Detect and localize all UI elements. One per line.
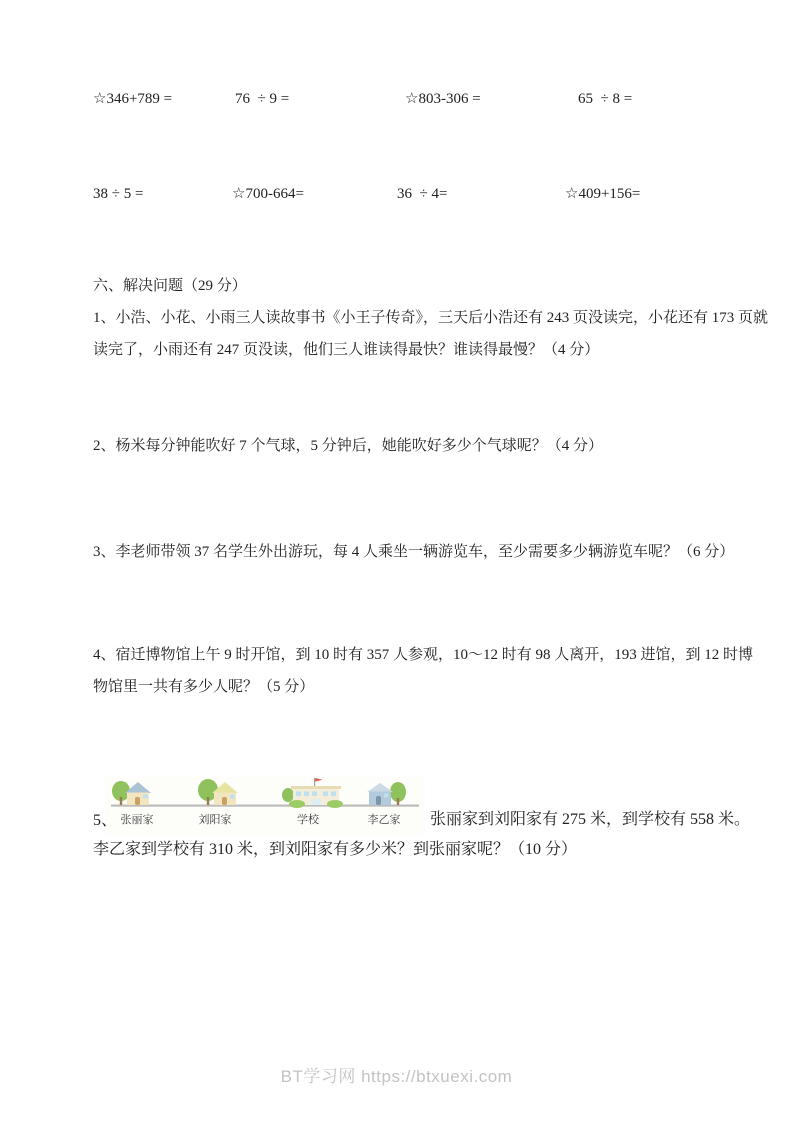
house-icon-liyi (367, 782, 406, 805)
window (296, 792, 301, 797)
arith-expression: ☆409+156= (565, 186, 641, 202)
window (304, 792, 309, 797)
window (312, 792, 317, 797)
school-icon (282, 778, 343, 808)
house-icon-liuyang (198, 779, 238, 805)
problem-2: 2、杨米每分钟能吹好 7 个气球，5 分钟后，她能吹好多少个气球呢？（4 分） (93, 438, 604, 454)
house-icon-zhangli (112, 781, 151, 805)
arith-expression: ☆803-306 = (405, 91, 481, 107)
problem-5-line-2: 李乙家到学校有 310 米，到刘阳家有多少米？到张丽家呢？（10 分） (93, 841, 578, 858)
tree-trunk (207, 797, 209, 805)
school-steps (311, 799, 321, 805)
problem-4-line-1: 4、宿迁博物馆上午 9 时开馆，到 10 时有 357 人参观，10～12 时有 98 人离开，193 进馆，到 12 时博 (93, 647, 754, 663)
problem-1-line-1: 1、小浩、小花、小雨三人读故事书《小王子传奇》，三天后小浩还有 243 页没读完，小花还有 173 页就 (93, 310, 769, 326)
window (230, 795, 235, 799)
illustration-label: 李乙家 (367, 814, 401, 826)
problem-5-number: 5、 (93, 812, 118, 829)
section-heading: 六、解决问题（29 分） (93, 278, 247, 294)
problem-5-line-1: 张丽家到刘阳家有 275 米，到学校有 558 米。 (430, 811, 751, 828)
window (331, 792, 336, 797)
arith-expression: 36 ÷ 4= (397, 186, 448, 202)
door (376, 796, 381, 805)
window (143, 795, 148, 799)
illustration-label: 刘阳家 (198, 814, 232, 826)
bush-icon (327, 800, 343, 808)
illustration-label: 学校 (297, 814, 319, 826)
arith-expression: 38 ÷ 5 = (93, 186, 144, 202)
illustration-label: 张丽家 (120, 814, 154, 826)
site-watermark: BT学习网 https://btxuexi.com (280, 1067, 513, 1086)
problem-3: 3、李老师带领 37 名学生外出游玩，每 4 人乘坐一辆游览车，至少需要多少辆游览车呢？（6 分） (93, 544, 735, 560)
problem-1-line-2: 读完了，小雨还有 247 页没读，他们三人谁读得最快？谁读得最慢？（4 分） (93, 342, 600, 358)
tree-icon (282, 788, 294, 802)
tree-trunk (120, 797, 122, 805)
arith-expression: 76 ÷ 9 = (235, 91, 290, 107)
flag-icon (315, 778, 322, 782)
school-roof-band (291, 786, 341, 789)
window (384, 794, 389, 798)
door (135, 797, 140, 805)
door (222, 797, 227, 805)
problem-4-line-2: 物馆里一共有多少人呢？（5 分） (93, 679, 315, 695)
arith-expression: ☆700-664= (232, 186, 304, 202)
flag-pole (314, 778, 315, 787)
window (323, 792, 328, 797)
arith-expression: 65 ÷ 8 = (578, 91, 633, 107)
arith-expression: ☆346+789 = (93, 91, 173, 107)
tree-trunk (397, 798, 399, 805)
roof (367, 783, 393, 792)
bush-icon (289, 800, 305, 808)
